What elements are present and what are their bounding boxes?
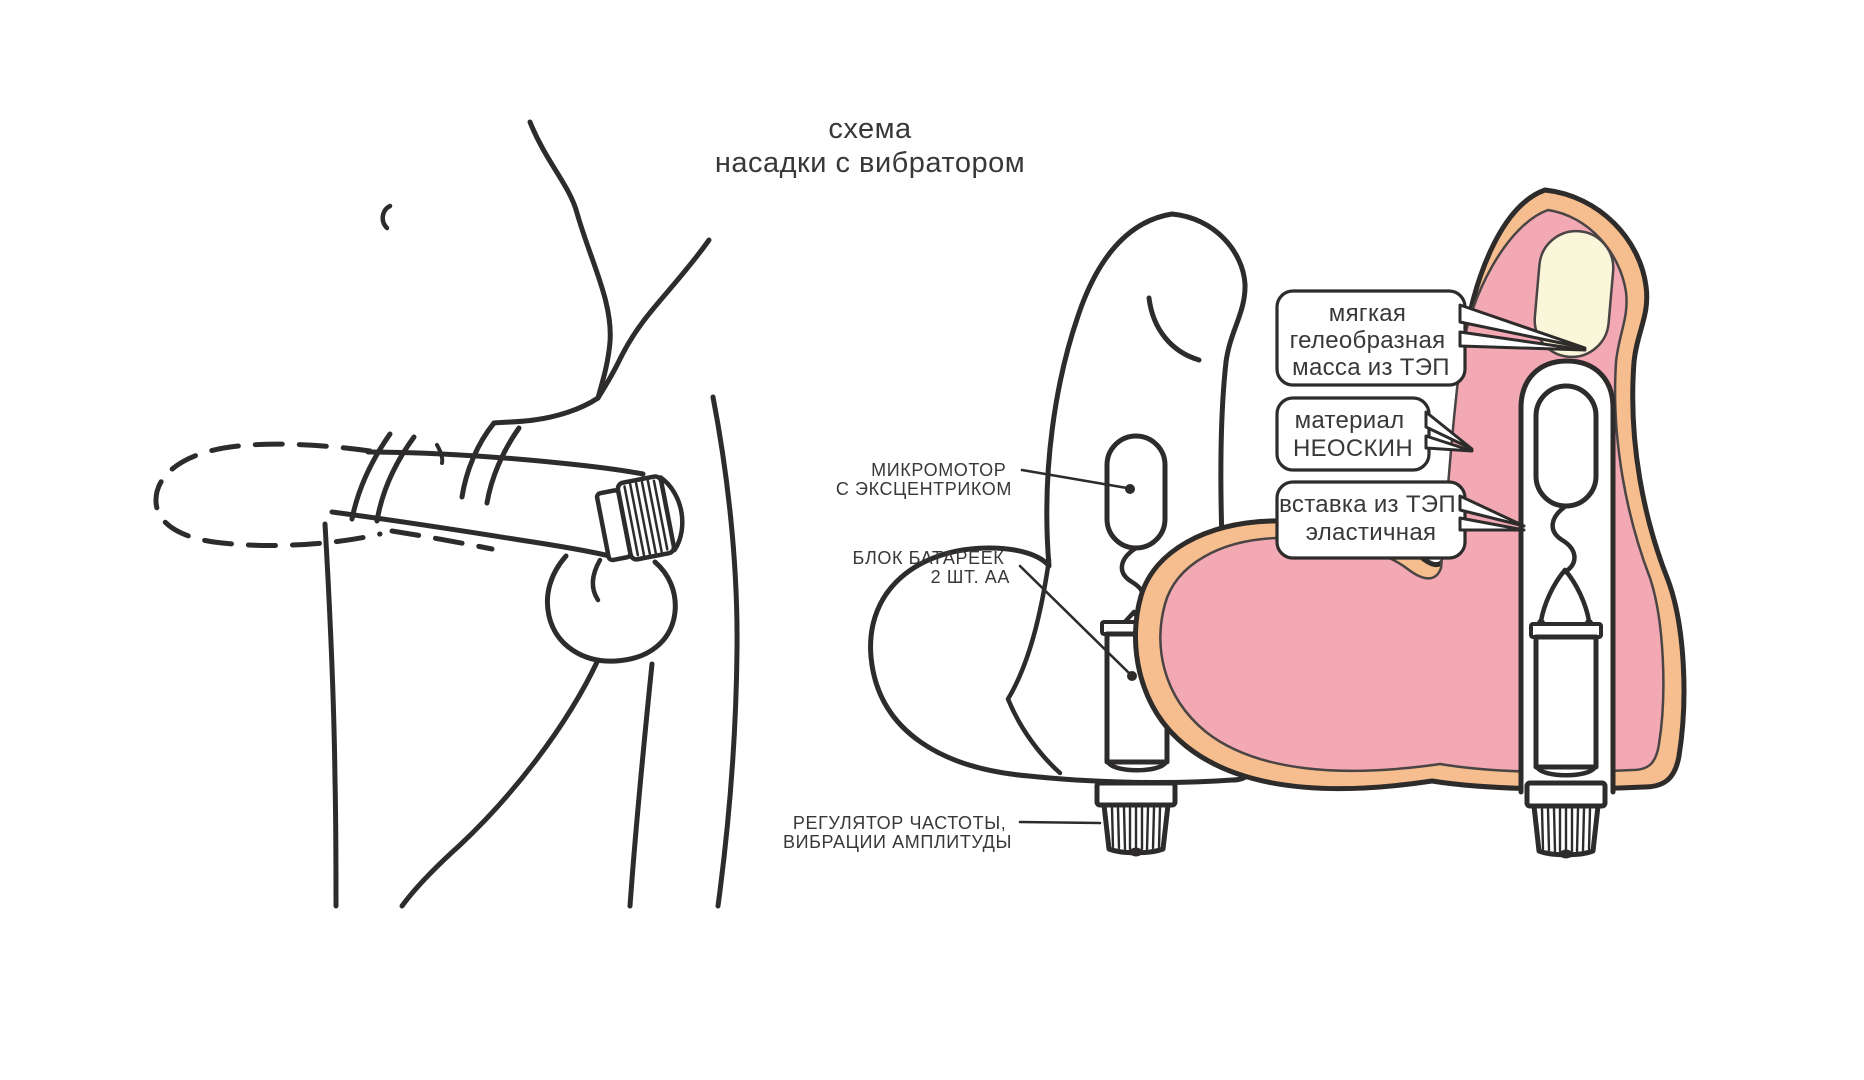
- label-battery: БЛОК БАТАРЕЕК 2 ШТ. АА: [852, 548, 1010, 587]
- navel-mark: [383, 206, 390, 228]
- label-micromotor: МИКРОМОТОР С ЭКСЦЕНТРИКОМ: [835, 460, 1012, 499]
- callout-neoskin-text: материал НЕОСКИН: [1292, 407, 1414, 462]
- finger-line-2: [487, 428, 519, 503]
- thigh-right-line: [713, 397, 737, 906]
- title-line-2: насадки с вибратором: [714, 147, 1026, 179]
- leg-left-line: [402, 660, 598, 906]
- middle-motor-capsule: [1107, 436, 1165, 548]
- middle-regulator-collar: [1097, 783, 1175, 805]
- callout-neoskin: [1277, 398, 1472, 470]
- leader-dot-micromotor: [1125, 484, 1135, 494]
- right-motor-capsule: [1536, 386, 1596, 506]
- scrotum-outline: [547, 556, 675, 661]
- hidden-tip-dashed-outline: [156, 444, 380, 545]
- device-shaft-bottom-line: [332, 512, 610, 556]
- right-battery-body: [1536, 637, 1596, 767]
- middle-regulator-ribs: [1112, 808, 1160, 849]
- callout-tep-insert-text: вставка из ТЭП эластичная: [1279, 491, 1456, 546]
- right-regulator-collar: [1527, 783, 1605, 806]
- hand-palm-line: [494, 398, 598, 423]
- right-regulator-ribs: [1542, 809, 1590, 851]
- device-shaft-top-line: [368, 452, 643, 474]
- attachment-rim-arc-1: [352, 434, 390, 519]
- leg-under-ball-line: [630, 664, 652, 906]
- leg-inner-line: [325, 524, 336, 906]
- title-line-1: схема: [828, 113, 912, 145]
- right-vibrator-internals: [1527, 386, 1605, 859]
- page-title: [570, 112, 1170, 180]
- middle-figure: [871, 214, 1251, 857]
- arm-line: [621, 240, 709, 357]
- left-regulator-knob: [595, 473, 688, 565]
- middle-regulator-nub: [1130, 848, 1143, 857]
- right-regulator-nub: [1560, 850, 1573, 859]
- label-regulator: РЕГУЛЯТОР ЧАСТОТЫ, ВИБРАЦИИ АМПЛИТУДЫ: [783, 813, 1012, 852]
- leader-dot-battery: [1127, 671, 1137, 681]
- callout-gel-mass-text: мягкая гелеобразная масса из ТЭП: [1289, 300, 1450, 381]
- leader-regulator: [1020, 822, 1100, 823]
- left-figure-art: [156, 122, 737, 906]
- fold-under-knob: [593, 560, 600, 600]
